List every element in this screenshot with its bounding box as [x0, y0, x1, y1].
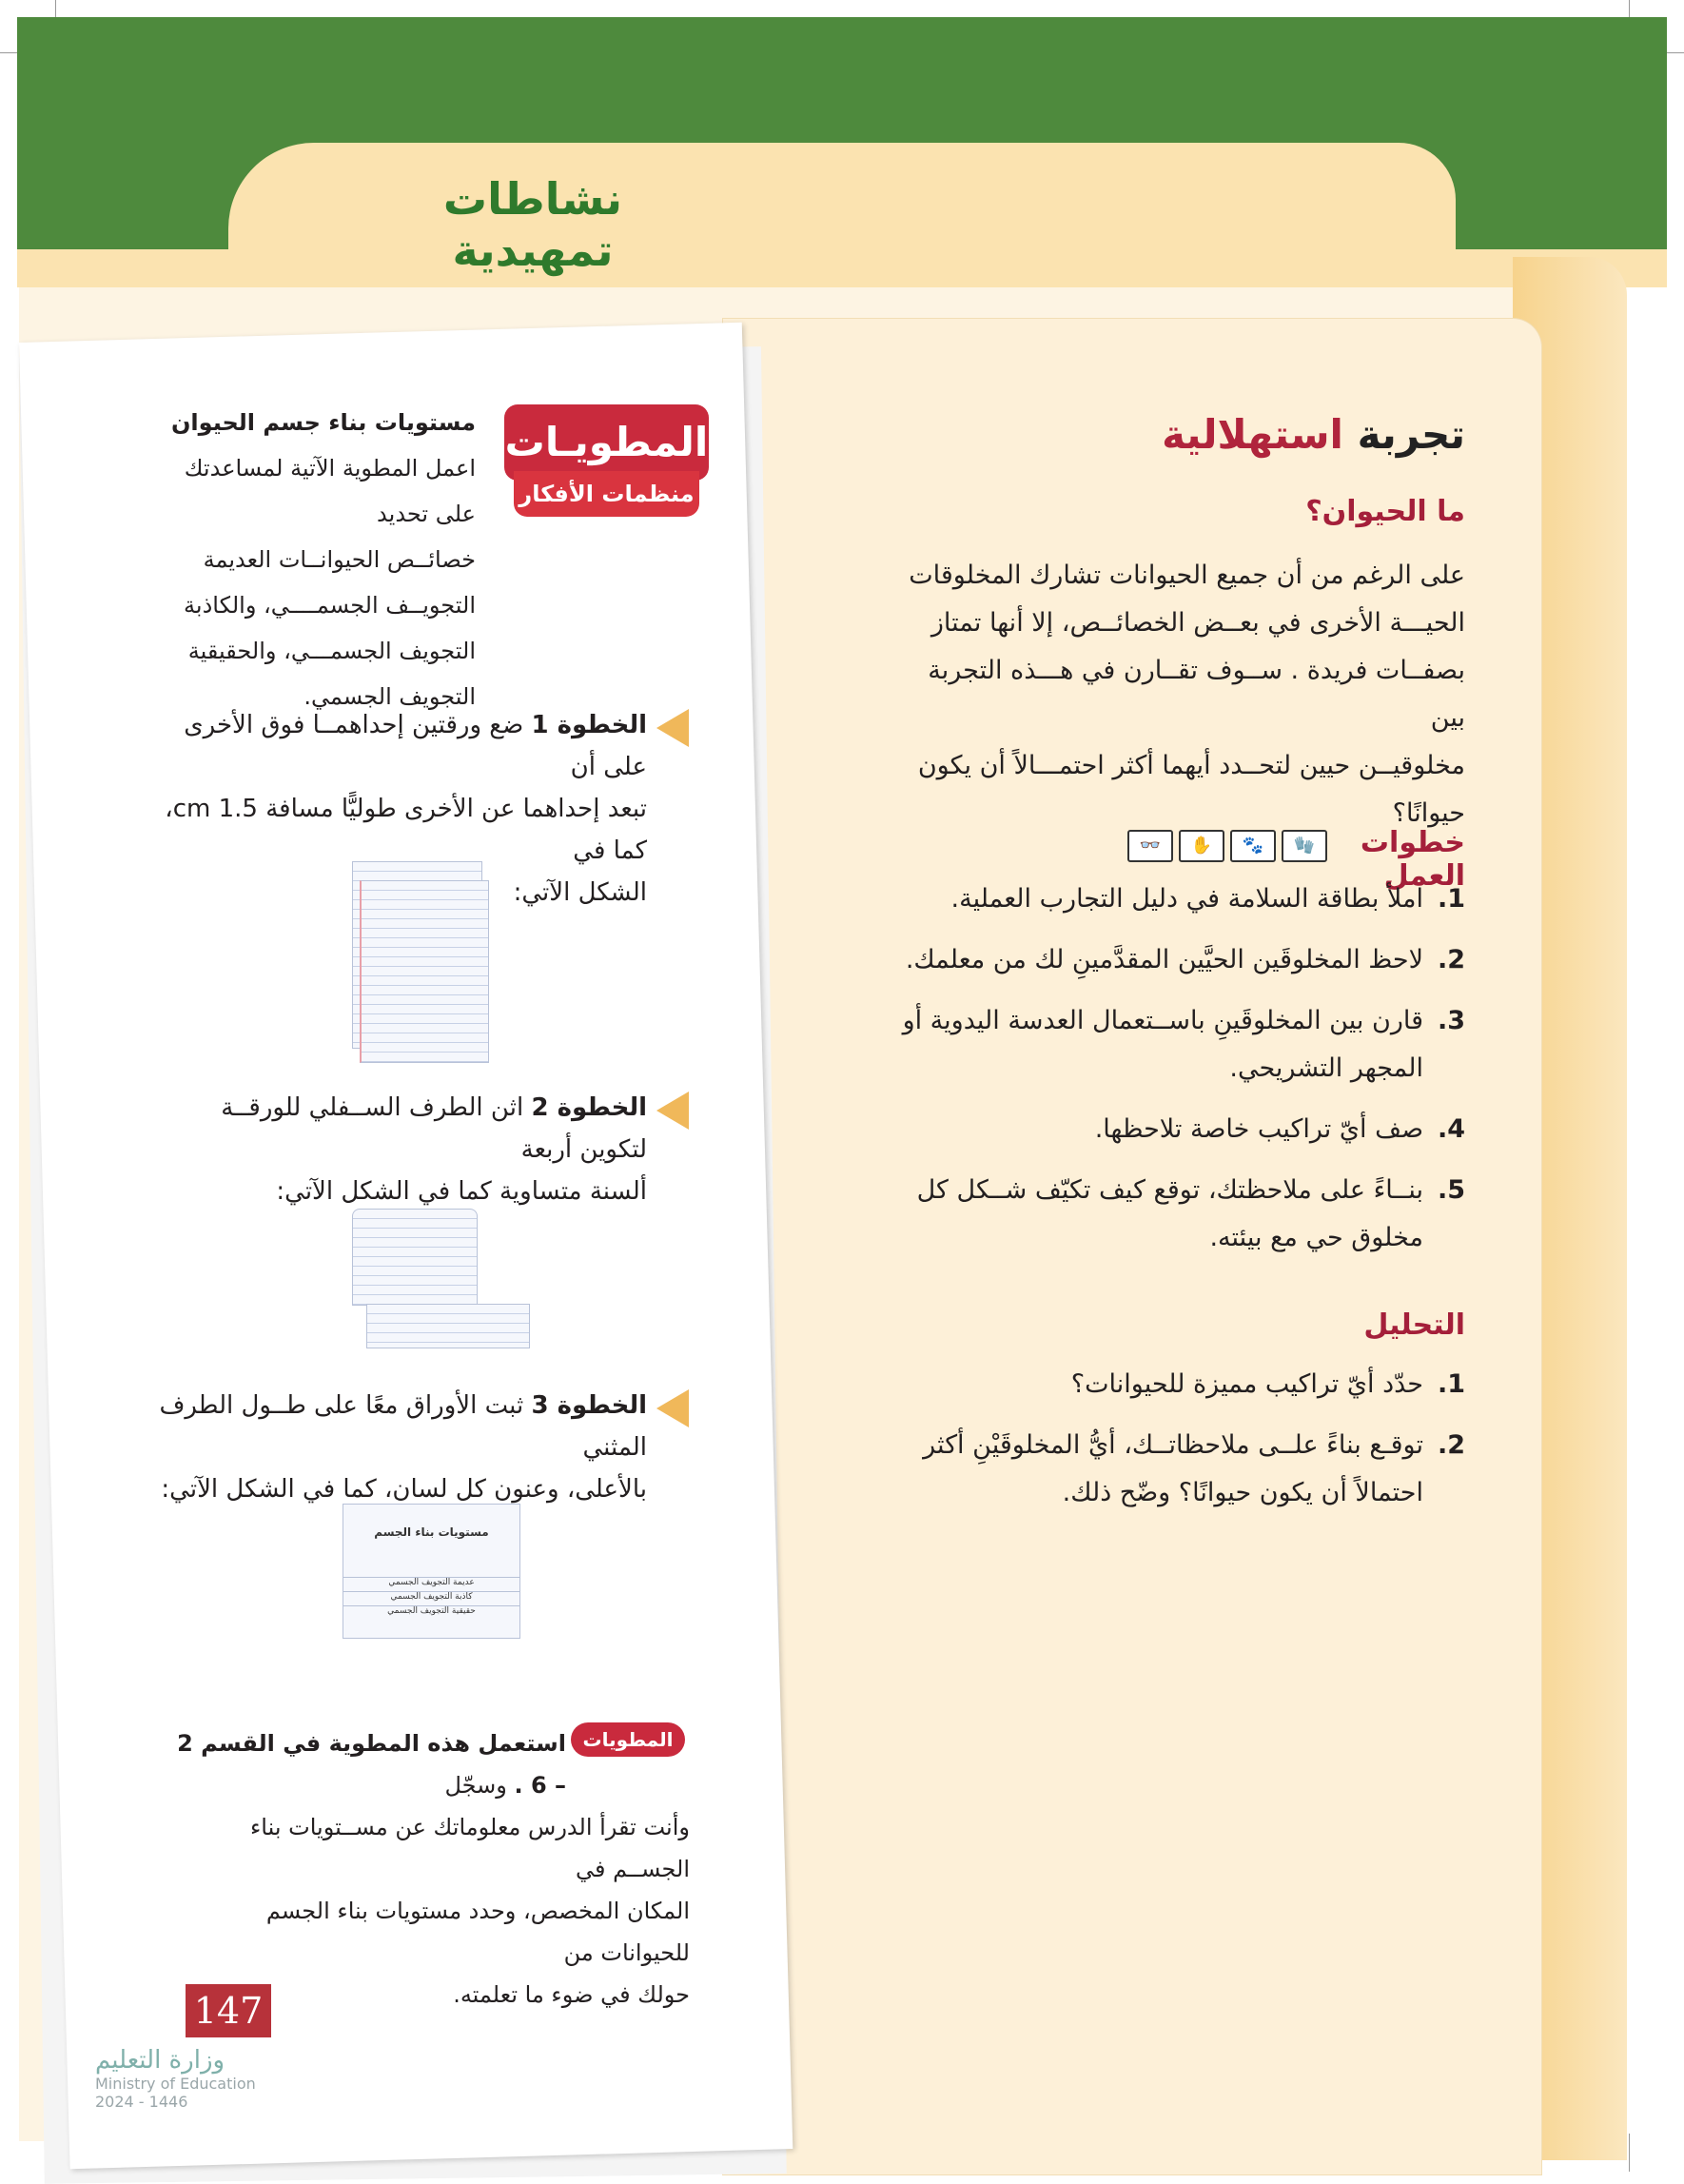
foldables-intro [152, 400, 476, 719]
figure-tab: عديمة التجويف الجسمي [343, 1577, 519, 1587]
step-number: 2. [1437, 945, 1465, 974]
crop-mark [1629, 2134, 1630, 2172]
intro-line: الحيـــة الأخرى في بعــض الخصائــص، إلا أنها تمتاز [930, 608, 1465, 638]
step-first-line [152, 704, 647, 788]
figure-two-sheets-front [360, 880, 489, 1063]
experiment-title [1123, 411, 1465, 458]
figure-header: مستويات بناء الجسم [374, 1525, 489, 1539]
procedure-step [894, 1106, 1465, 1153]
figure-folded-sheets-tab [366, 1304, 530, 1348]
edition-year: 2024 - 1446 [95, 2093, 188, 2111]
step-number: 4. [1437, 1114, 1465, 1144]
procedure-heading: خطوات العمل [1360, 826, 1465, 893]
procedure-steps [894, 876, 1465, 1275]
step-label: الخطوة 2 [531, 1093, 647, 1122]
step-text: املأ بطاقة السلامة في دليل التجارب العملية. [950, 884, 1423, 914]
ministry-name-en: Ministry of Education [95, 2075, 256, 2093]
foldables-badge [504, 404, 709, 523]
fold-step-2 [152, 1087, 647, 1212]
step-line: ضع ورقتين إحداهمــا فوق الأخرى على أن [184, 711, 647, 781]
intro-line: على الرغم من أن جميع الحيوانات تشارك المخلوقات [909, 561, 1465, 590]
step-line: ثبت الأوراق معًا على طــول الطرف المثني [159, 1391, 647, 1462]
step-arrow-icon [656, 1389, 689, 1427]
step-first-line [152, 1087, 647, 1171]
experiment-title-part2: استهلالية [1162, 411, 1343, 458]
note-line: وسجّل [444, 1772, 507, 1799]
step-label: الخطوة 1 [531, 711, 647, 739]
fold-step-3 [152, 1385, 647, 1510]
animal-safety-icon: 🐾 [1230, 830, 1276, 862]
step-number: 5. [1437, 1175, 1465, 1205]
procedure-step [894, 876, 1465, 923]
intro-line: اعمل المطوية الآتية لمساعدتك على تحديد [184, 455, 476, 527]
note-bold: استعمل هذه المطوية في القسم 2 – 6 . [177, 1730, 566, 1799]
step-arrow-icon [656, 709, 689, 747]
badge-subtitle: منظمات الأفكار [514, 471, 699, 517]
ministry-name-ar: وزارة التعليم [95, 2046, 225, 2075]
foldables-note [171, 1722, 690, 2016]
note-first-line [171, 1722, 690, 1806]
page-number: 147 [186, 1984, 271, 2037]
step-line: اثن الطرف الســفلي للورقــة لتكوين أربعة [221, 1093, 647, 1164]
figure-labeled-foldable [343, 1504, 520, 1639]
intro-line: بصفــات فريدة . ســوف تقــارن في هـــذه التجربة بين [928, 656, 1465, 733]
page-title: نشاطات تمهيدية [442, 173, 623, 276]
gloves-icon: 🧤 [1282, 830, 1327, 862]
foldables-pill: المطويات [571, 1722, 685, 1757]
hand-wash-icon: ✋ [1179, 830, 1224, 862]
step-text: صف أيّ تراكيب خاصة تلاحظها. [1094, 1114, 1423, 1144]
figure-tab: كاذبة التجويف الجسمي [343, 1591, 519, 1602]
analysis-text: توقـع بناءً علــى ملاحظاتــك، أيُّ المخلوقَيْنِ أكثر احتمالاً أن يكون حيوانًا؟ وضّح ذلك. [923, 1430, 1423, 1507]
step-line: ألسنة متساوية كما في الشكل الآتي: [276, 1177, 647, 1206]
intro-bold: مستويات بناء جسم الحيوان [170, 409, 476, 436]
intro-line: مخلوقيــن حيين لتحــدد أيهما أكثر احتمـــالاً أن يكون [917, 751, 1465, 780]
goggles-icon: 👓 [1127, 830, 1173, 862]
analysis-heading: التحليل [1363, 1308, 1465, 1342]
step-text: لاحظ المخلوقَين الحيَّين المقدَّمينِ لك من معلمك. [905, 945, 1423, 974]
safety-icons [1127, 830, 1327, 862]
step-label: الخطوة 3 [531, 1391, 647, 1420]
procedure-step [894, 936, 1465, 984]
intro-line: خصائــص الحيوانــات العديمة [203, 546, 476, 573]
figure-folded-sheets [352, 1209, 478, 1306]
experiment-title-part1: تجربة [1357, 411, 1465, 458]
figure-tab: حقيقية التجويف الجسمي [343, 1605, 519, 1616]
step-line: بالأعلى، وعنون كل لسان، كما في الشكل الآتي: [161, 1475, 647, 1504]
analysis-list [894, 1361, 1465, 1530]
step-line: تبعد إحداهما عن الأخرى طوليًّا مسافة 1.5 cm، كما في [165, 795, 647, 865]
note-line: المكان المخصص، وحدد مستويات بناء الجسم للحيوانات من [265, 1898, 690, 1966]
step-text: قارن بين المخلوقَينِ باســتعمال العدسة اليدوية أو المجهر التشريحي. [902, 1006, 1423, 1083]
analysis-item [894, 1361, 1465, 1408]
step-text: بنــاءً على ملاحظتك، توقع كيف تكيّف شــكل كل مخلوق حي مع بيئته. [916, 1175, 1423, 1252]
step-number: 1. [1437, 884, 1465, 914]
intro-line: التجويــف الجسمــــي، والكاذبة [184, 592, 476, 619]
analysis-number: 1. [1437, 1369, 1465, 1399]
step-line: الشكل الآتي: [513, 878, 647, 907]
analysis-number: 2. [1437, 1430, 1465, 1460]
analysis-text: حدّد أيّ تراكيب مميزة للحيوانات؟ [1070, 1369, 1423, 1399]
badge-title: المطويـات [504, 404, 709, 481]
intro-line: حيوانًا؟ [1392, 798, 1465, 828]
intro-line: التجويف الجسمـــي، والحقيقية [187, 638, 476, 664]
step-number: 3. [1437, 1006, 1465, 1035]
ministry-logo [95, 2046, 285, 2111]
step-arrow-icon [656, 1092, 689, 1130]
procedure-step [894, 1167, 1465, 1262]
question-heading: ما الحيوان؟ [1305, 495, 1465, 528]
note-line: وأنت تقرأ الدرس معلوماتك عن مســتويات بناء الجســم في [250, 1814, 690, 1882]
analysis-item [894, 1422, 1465, 1517]
procedure-step [894, 997, 1465, 1092]
note-line: حولك في ضوء ما تعلمته. [453, 1981, 690, 2008]
intro-line: التجويف الجسمي. [304, 683, 476, 710]
step-first-line [152, 1385, 647, 1468]
intro-first-line [152, 400, 476, 537]
experiment-intro [894, 552, 1465, 837]
